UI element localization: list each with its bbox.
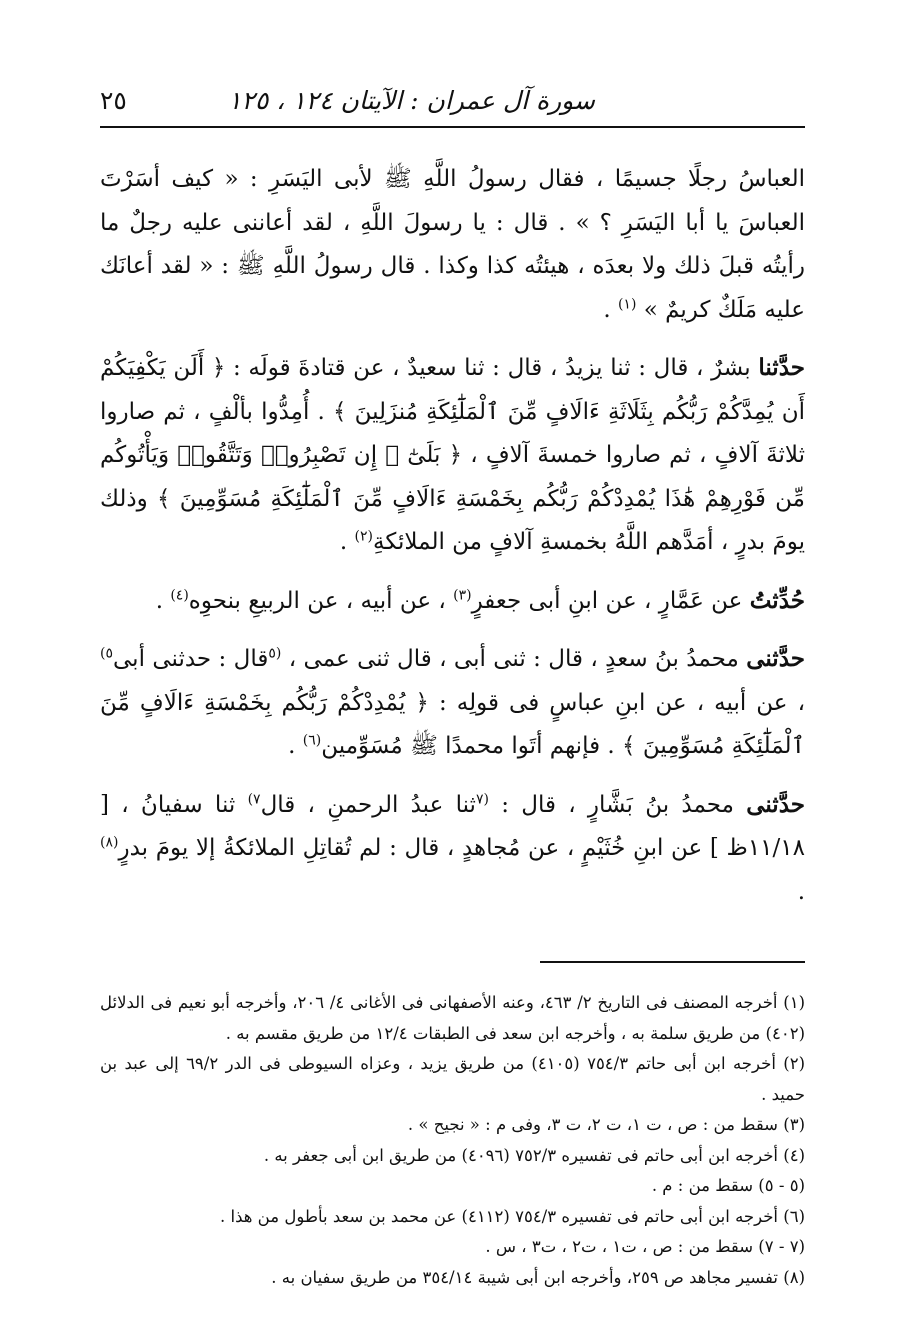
footnote-ref: (٤): [170, 586, 189, 603]
footnote-1: (١) أخرجه المصنف فى التاريخ ٢/ ٤٦٣، وعنه الأصفهانى فى الأغانى ٤/ ٢٠٦، وأخرجه أبو نعيم فى الدلائل (٤٠٢) من طريق سلمة به ، وأخرجه ابن سعد فى الطبقات ١٢/٤ من طريق مقسم به .: [100, 993, 805, 1043]
footnote-ref: (٨): [100, 834, 119, 851]
main-text: [100, 158, 805, 928]
footnote-ref: (٧: [475, 790, 489, 807]
paragraph-text: ثنا عبدُ الرحمنِ ، قال: [260, 791, 476, 818]
footnote-5: (٥ - ٥) سقط من : م .: [651, 1176, 805, 1195]
narration-lead: حدَّثنى: [746, 645, 805, 672]
paragraph-text: . أُمِدُّوا بألْفٍ ، ثم صاروا ثلاثةَ آلافٍ ، ثم صاروا خمسةَ آلافٍ ،: [100, 398, 805, 468]
paragraph-5: [100, 783, 805, 915]
narration-lead: حدَّثنا: [758, 354, 805, 381]
footnote-2: (٢) أخرجه ابن أبى حاتم ٧٥٤/٣ (٤١٠٥) من طريق يزيد ، وعزاه السيوطى فى الدر ٦٩/٢ إلى عبد بن حميد .: [100, 1054, 805, 1104]
paragraph-text: قال : حدثنى أبى: [113, 646, 269, 672]
footnote-ref: (٢): [354, 528, 373, 545]
footnote-ref: ٧): [247, 790, 261, 807]
quran-quote: ﴿ يُمْدِدْكُمْ رَبُّكُم بِخَمْسَةِ ءَالَافٍ مِّنَ ٱلْمَلَٰٓئِكَةِ مُسَوِّمِينَ ﴾: [100, 689, 805, 759]
paragraph-1: [100, 158, 805, 332]
paragraph-text: العباسُ رجلًا جسيمًا ، فقال رسولُ اللَّهِ ﷺ لأبى اليَسَرِ : « كيف أسَرْتَ العباسَ يا أبا اليَسَرِ ؟ » . قال : يا رسولَ اللَّهِ ، لقد أعاننى عليه رجلٌ ما رأيتُه قبلَ ذلك ولا بعدَه ، هيئتُه كذا وكذا . قال رسولُ اللَّهِ ﷺ : « لقد أعانَك عليه مَلَكٌ كريمٌ »: [100, 166, 805, 323]
footnote-ref: (٦): [302, 732, 322, 749]
paragraph-text: وذلك يومَ بدرٍ ، أمَدَّهم اللَّهُ بخمسةِ آلافٍ من الملائكةِ: [100, 485, 805, 555]
paragraph-text: ، عن أبيه ، عن الربيعِ بنحوِه: [188, 587, 454, 614]
paragraph-end: .: [288, 733, 303, 759]
narration-lead: حُدِّثتُ: [749, 586, 805, 614]
footnote-4: (٤) أخرجه ابن أبى حاتم فى تفسيره ٧٥٢/٣ (٤٠٩٦) من طريق ابن أبى جعفر به .: [263, 1145, 805, 1165]
paragraph-end: .: [339, 529, 355, 555]
footnote-7: (٧ - ٧) سقط من : ص ، ت١ ، ت٢ ، ت٣ ، س .: [485, 1237, 805, 1256]
paragraph-end: .: [797, 878, 805, 905]
paragraph-end: .: [603, 296, 618, 323]
paragraph-3: [100, 579, 805, 624]
paragraph-text: ثنا سفيانُ ، [ ١١/١٨ظ ] عن ابنِ خُثَيْمٍ ، عن مُجاهدٍ ، قال : لم تُقاتِلِ الملائكةُ إلا يومَ بدرٍ: [100, 791, 805, 861]
page-header: [100, 82, 805, 126]
running-title: سورة آل عمران : الآيتان ١٢٤ ، ١٢٥: [227, 86, 595, 115]
footnote-8: (٨) تفسير مجاهد ص ٢٥٩، وأخرجه ابن أبى شيبة ٣٥٤/١٤ من طريق سفيان به .: [271, 1267, 805, 1287]
paragraph-text: عن عَمَّارٍ ، عن ابنِ أبى جعفرٍ: [471, 587, 750, 614]
paragraph-4: [100, 637, 805, 769]
footnote-6: (٦) أخرجه ابن أبى حاتم فى تفسيره ٧٥٤/٣ (٤١١٢) عن محمد بن سعد بأطول من هذا .: [220, 1206, 805, 1226]
paragraph-text: . فإنهم أتَوا محمدًا ﷺ مُسَوِّمين: [321, 733, 623, 759]
narration-lead: حدَّثنى: [746, 790, 805, 818]
quran-quote: ﴿ أَلَن يَكْفِيَكُمْ أَن يُمِدَّكُمْ رَبُّكُم بِثَلَاثَةِ ءَالَافٍ مِّنَ ٱلْمَلَٰٓئِكَةِ مُنزَلِينَ ﴾: [100, 355, 805, 425]
header-rule: [100, 126, 805, 128]
footnotes: [100, 988, 805, 1293]
footnote-ref: (١): [617, 295, 637, 312]
paragraph-text: بشرٌ ، قال : ثنا يزيدُ ، قال : ثنا سعيدٌ ، عن قتادةَ قولَه :: [225, 355, 759, 381]
footnote-separator: [540, 961, 805, 963]
footnote-ref: (٣): [453, 586, 472, 603]
page-number: ٢٥: [100, 86, 127, 115]
paragraph-end: .: [155, 587, 171, 614]
paragraph-2: [100, 346, 805, 565]
paragraph-text: ، عن أبيه ، عن ابنِ عباسٍ فى قولِه :: [428, 689, 805, 716]
quran-quote: ﴿ بَلَىٰٓ ۚ إِن تَصْبِرُوا۟ وَتَتَّقُوا۟ وَيَأْتُوكُم مِّن فَوْرِهِمْ هَٰذَا يُمْدِدْكُمْ رَبُّكُم بِخَمْسَةِ ءَالَافٍ مِّنَ ٱلْمَلَٰٓئِكَةِ مُسَوِّمِينَ ﴾: [100, 442, 805, 512]
paragraph-text: محمدُ بنُ بَشَّارٍ ، قال :: [488, 791, 747, 818]
paragraph-text: محمدُ بنُ سعدٍ ، قال : ثنى أبى ، قال ثنى عمى ،: [281, 646, 747, 672]
footnote-3: (٣) سقط من : ص ، ت ١، ت ٢، ت ٣، وفى م : « نجيح » .: [407, 1115, 805, 1134]
footnote-ref: (٥: [268, 645, 282, 662]
footnote-ref: ٥): [100, 645, 113, 662]
